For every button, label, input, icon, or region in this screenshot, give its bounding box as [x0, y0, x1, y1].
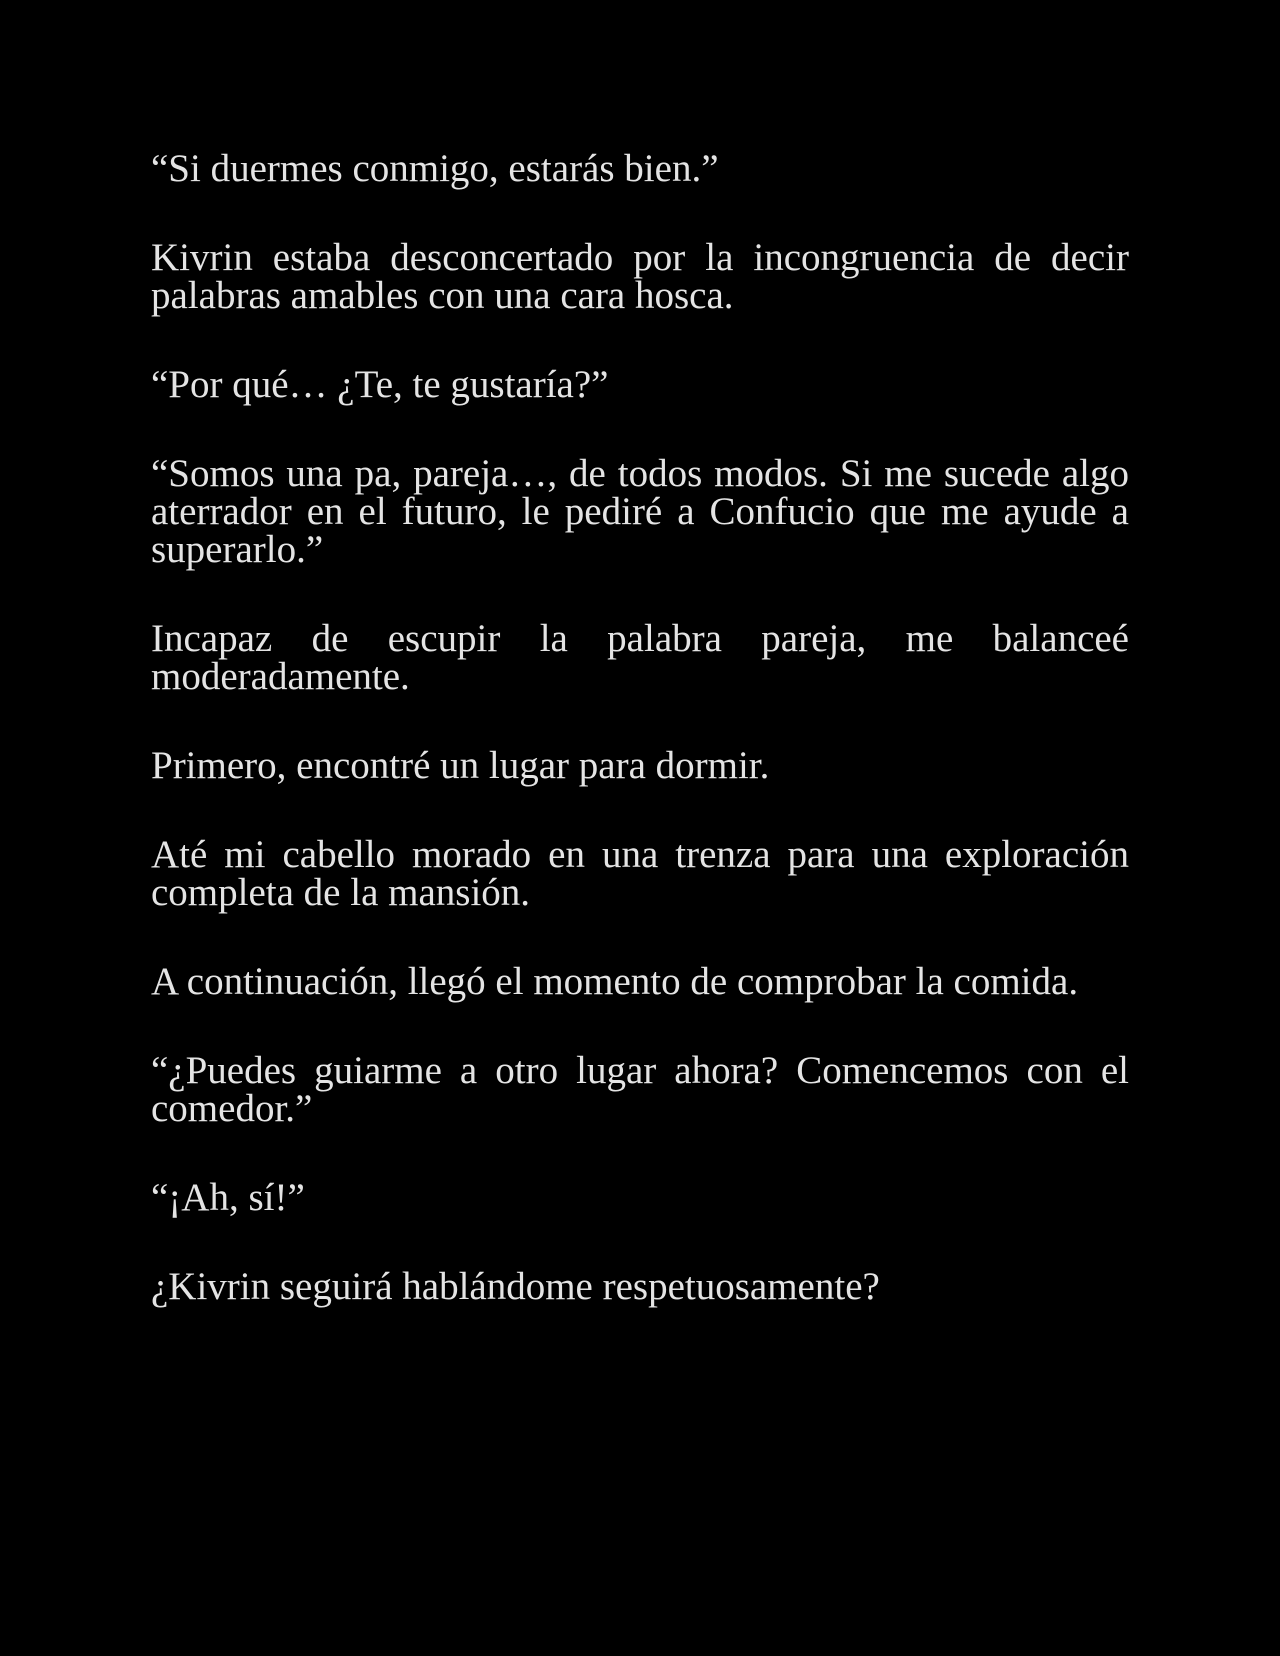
paragraph-7: Até mi cabello morado en una trenza para una exploración completa de la mansión.: [151, 833, 1129, 914]
paragraph-3: “Por qué… ¿Te, te gustaría?”: [151, 363, 609, 406]
paragraph-1: “Si duermes conmigo, estarás bien.”: [151, 147, 719, 190]
paragraph-6: Primero, encontré un lugar para dormir.: [151, 744, 770, 787]
paragraph-8: A continuación, llegó el momento de comprobar la comida.: [151, 960, 1079, 1003]
story-text: [151, 147, 1129, 1308]
paragraph-4: “Somos una pa, pareja…, de todos modos. Si me sucede algo aterrador en el futuro, le pediré a Confucio que me ayude a superarlo.”: [151, 452, 1129, 571]
paragraph-11: ¿Kivrin seguirá hablándome respetuosamente?: [151, 1265, 880, 1308]
paragraph-9: “¿Puedes guiarme a otro lugar ahora? Comencemos con el comedor.”: [151, 1049, 1129, 1130]
paragraph-5: Incapaz de escupir la palabra pareja, me balanceé moderadamente.: [151, 617, 1129, 698]
paragraph-10: “¡Ah, sí!”: [151, 1176, 305, 1219]
paragraph-2: Kivrin estaba desconcertado por la incongruencia de decir palabras amables con una cara hosca.: [151, 236, 1129, 317]
